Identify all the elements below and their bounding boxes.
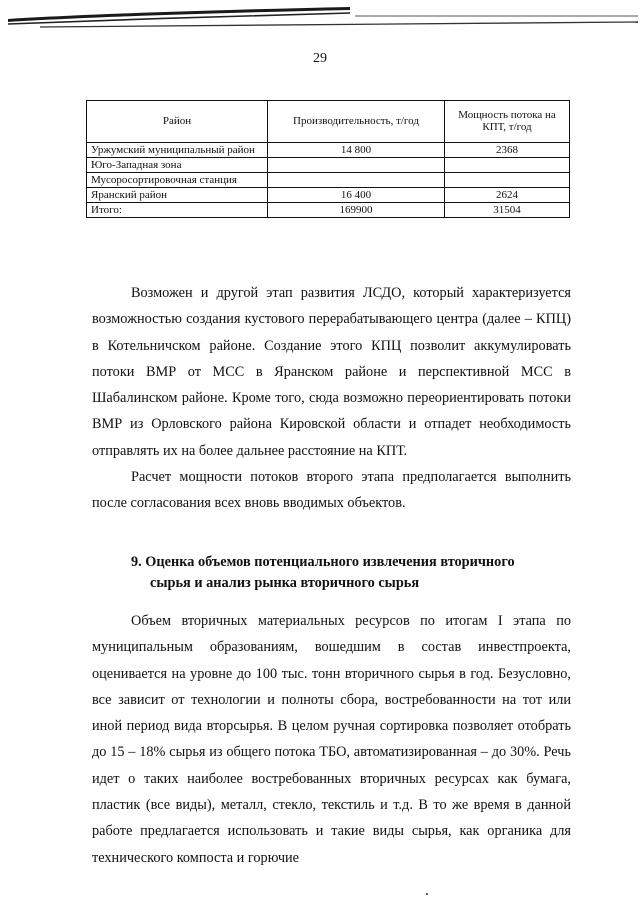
table-cell-flow: 2368	[445, 143, 570, 158]
table-cell-productivity: 14 800	[268, 143, 445, 158]
section-body	[92, 608, 571, 871]
section-title-line-2: сырья и анализ рынка вторичного сырья	[150, 575, 420, 591]
page-number: 29	[313, 51, 327, 66]
table-cell-district: Мусоросортировочная станция	[87, 173, 268, 188]
column-header-district: Район	[87, 101, 268, 143]
paragraph-second-stage: Расчет мощности потоков второго этапа предполагается выполнить после согласования всех вновь вводимых объектов.	[92, 469, 571, 512]
table-row	[87, 143, 570, 158]
table-row	[87, 158, 570, 173]
column-header-flow-capacity: Мощность потока на КПТ, т/год	[445, 101, 570, 143]
table-cell-district: Яранский район	[87, 188, 268, 203]
capacity-table	[86, 100, 570, 218]
table-cell-productivity	[268, 158, 445, 173]
table-cell-productivity	[268, 173, 445, 188]
table-row	[87, 173, 570, 188]
column-header-productivity: Производительность, т/год	[268, 101, 445, 143]
table-cell-district: Уржумский муниципальный район	[87, 143, 268, 158]
scan-speck	[426, 893, 428, 895]
section-heading	[131, 552, 571, 594]
table-cell-productivity: 16 400	[268, 188, 445, 203]
table-total-row	[87, 203, 570, 218]
body-text-block	[92, 280, 571, 517]
table-cell-flow	[445, 158, 570, 173]
section-title-line-1: 9. Оценка объемов потенциального извлечения вторичного	[131, 554, 515, 570]
paragraph-secondary-resources: Объем вторичных материальных ресурсов по итогам I этапа по муниципальным образованиям, вошедшим в состав инвестпроекта, оценивается на уровне до 100 тыс. тонн вторичного сырья в год. Безусловно, все зависит от технологии и полноты сбора, востребованности на тот или иной период вида вторсырья. В целом ручная сортировка позволяет отобрать до 15 – 18% сырья из общего потока ТБО, автоматизированная – до 30%. Речь идет о таких наиболее востребованных вторичных ресурсах как бумага, пластик (все виды), металл, стекло, текстиль и т.д. В то же время в данной работе предлагается использовать и такие виды сырья, как органика для технического компоста и горючие	[92, 613, 571, 866]
table-row	[87, 188, 570, 203]
table-cell-total-label: Итого:	[87, 203, 268, 218]
table-cell-district: Юго-Западная зона	[87, 158, 268, 173]
scan-edge-lines	[0, 0, 640, 34]
table-cell-flow: 2624	[445, 188, 570, 203]
table-cell-total-flow: 31504	[445, 203, 570, 218]
table-cell-flow	[445, 173, 570, 188]
paragraph-kpc-stage: Возможен и другой этап развития ЛСДО, который характеризуется возможностью создания кустового перерабатывающего центра (далее – КПЦ) в Котельничском районе. Создание этого КПЦ позволит аккумулировать потоки ВМР от МСС в Яранском районе и перспективной МСС в Шабалинском районе. Кроме того, сюда возможно переориентировать потоки ВМР из Орловского района Кировской области и отпадет необходимость отправлять их на более дальнее расстояние на КПТ.	[92, 285, 571, 459]
table-cell-total-productivity: 169900	[268, 203, 445, 218]
table-header-row	[87, 101, 570, 143]
